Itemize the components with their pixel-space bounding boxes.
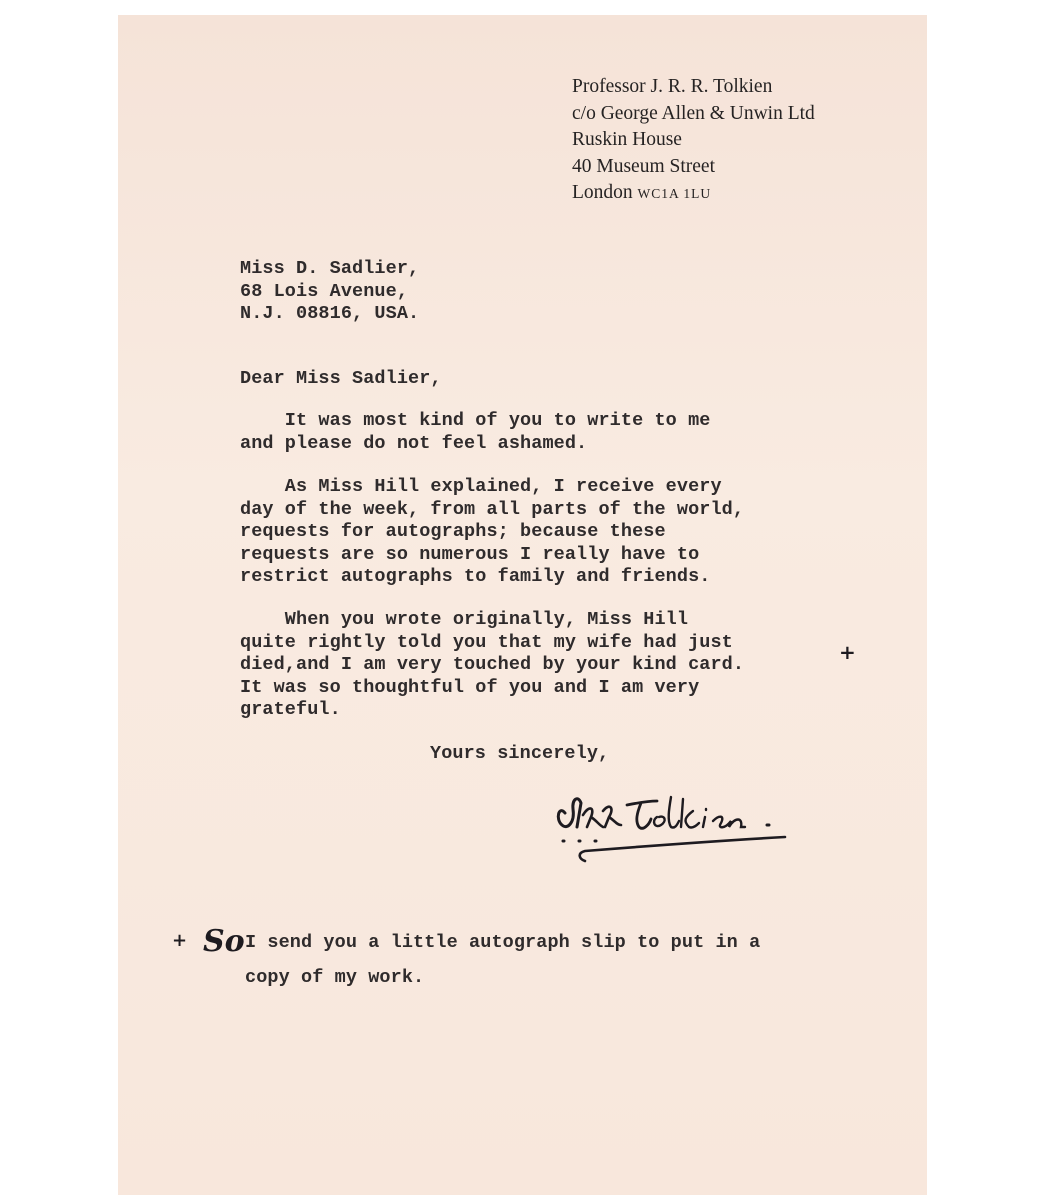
postscript-line-2: copy of my work. — [245, 967, 425, 988]
paragraph-3-line-1: When you wrote originally, Miss Hill — [240, 609, 689, 630]
recipient-line-3: N.J. 08816, USA. — [240, 303, 420, 324]
salutation: Dear Miss Sadlier, — [240, 368, 442, 389]
postscript-mark-icon: + — [172, 930, 188, 951]
recipient-line-2: 68 Lois Avenue, — [240, 280, 409, 302]
letterhead-care-of: c/o George Allen & Unwin Ltd — [572, 102, 815, 124]
paragraph-3-line-5: grateful. — [240, 699, 341, 720]
postscript-line-1: I send you a little autograph slip to put in a — [245, 932, 761, 953]
postscript-handwritten-word: So — [203, 924, 245, 959]
paragraph-1-line-1: It was most kind of you to write to me — [240, 410, 711, 431]
paragraph-3 — [240, 609, 744, 722]
paragraph-2-line-2: day of the week, from all parts of the world, — [240, 498, 745, 520]
recipient-address — [240, 258, 419, 326]
letterhead-name: Professor J. R. R. Tolkien — [572, 76, 773, 97]
paragraph-3-line-3: died,and I am very touched by your kind card. — [240, 654, 745, 675]
recipient-line-1: Miss D. Sadlier, — [240, 258, 420, 279]
paragraph-3-line-2: quite rightly told you that my wife had just — [240, 631, 733, 653]
paragraph-1-line-2: and please do not feel ashamed. — [240, 432, 588, 454]
paragraph-2-line-4: requests are so numerous I really have to — [240, 543, 700, 565]
closing: Yours sincerely, — [430, 743, 610, 764]
paragraph-2-line-1: As Miss Hill explained, I receive every — [240, 476, 722, 497]
paragraph-3-line-4: It was so thoughtful of you and I am very — [240, 676, 700, 698]
paragraph-2-line-5: restrict autographs to family and friends. — [240, 566, 711, 587]
paragraph-2-line-3: requests for autographs; because these — [240, 521, 666, 542]
signature-icon — [545, 775, 815, 875]
insert-mark-icon: + — [839, 640, 856, 664]
letterhead-city: London — [572, 182, 633, 203]
letterhead-street: 40 Museum Street — [572, 155, 715, 177]
paragraph-1 — [240, 410, 710, 455]
letterhead-city-line — [572, 180, 815, 208]
letterhead-postcode: WC1A 1LU — [637, 186, 712, 201]
paragraph-2 — [240, 476, 744, 589]
letterhead-building: Ruskin House — [572, 129, 682, 150]
letterhead — [572, 74, 815, 208]
